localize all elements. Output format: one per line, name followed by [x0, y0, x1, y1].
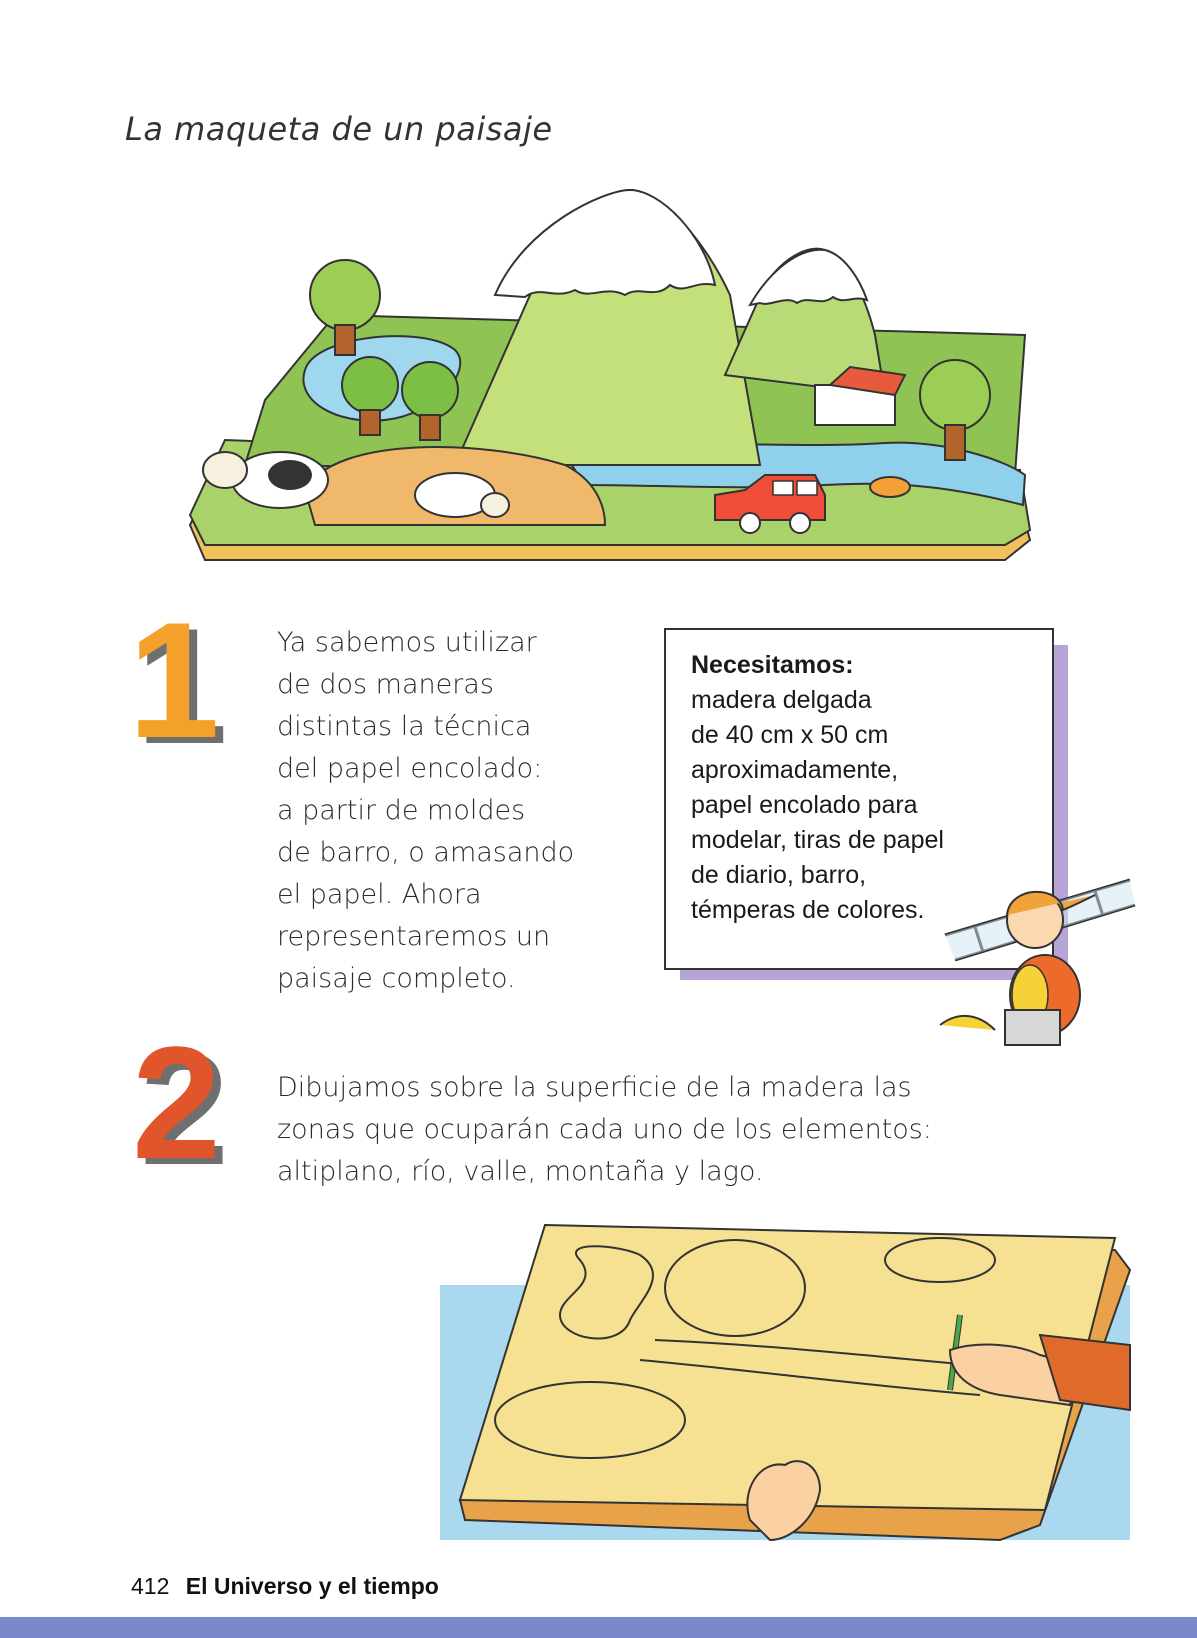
step-1-line: de dos maneras	[277, 669, 494, 700]
step-1-line: del papel encolado:	[277, 753, 543, 784]
landscape-model-illustration	[185, 185, 1045, 580]
step-1-line: representaremos un	[277, 921, 551, 952]
step-1-line: a partir de moldes	[277, 795, 526, 826]
materials-line: de 40 cm x 50 cm	[691, 721, 889, 749]
character-with-ladder-illustration	[935, 860, 1150, 1060]
materials-line: madera delgada	[691, 686, 872, 714]
section-title: El Universo y el tiempo	[185, 1573, 439, 1599]
bottom-color-bar	[0, 1617, 1197, 1638]
step-1-text	[277, 622, 607, 1000]
step-1-line: de barro, o amasando	[277, 837, 575, 868]
step-1-line: paisaje completo.	[277, 963, 516, 994]
materials-line: témperas de colores.	[691, 896, 925, 924]
step-1-line: Ya sabemos utilizar	[277, 627, 537, 658]
materials-heading: Necesitamos:	[691, 651, 854, 679]
step-2-text	[277, 1067, 977, 1193]
page-number: 412	[131, 1573, 170, 1599]
step-2-number: 2	[132, 1013, 221, 1192]
step-2-line: Dibujamos sobre la superficie de la madera las	[277, 1072, 912, 1103]
materials-line: papel encolado para	[691, 791, 918, 819]
step-1-line: el papel. Ahora	[277, 879, 482, 910]
step-2-line: zonas que ocuparán cada uno de los elementos:	[277, 1114, 932, 1145]
board-drawing-illustration	[440, 1220, 1140, 1550]
materials-line: de diario, barro,	[691, 861, 867, 889]
materials-line: modelar, tiras de papel	[691, 826, 944, 854]
page-footer	[131, 1573, 439, 1600]
materials-line: aproximadamente,	[691, 756, 899, 784]
step-1-line: distintas la técnica	[277, 711, 532, 742]
step-2-line: altiplano, río, valle, montaña y lago.	[277, 1156, 764, 1187]
step-1-number: 1	[128, 588, 220, 772]
page-title: La maqueta de un paisaje	[125, 110, 553, 148]
